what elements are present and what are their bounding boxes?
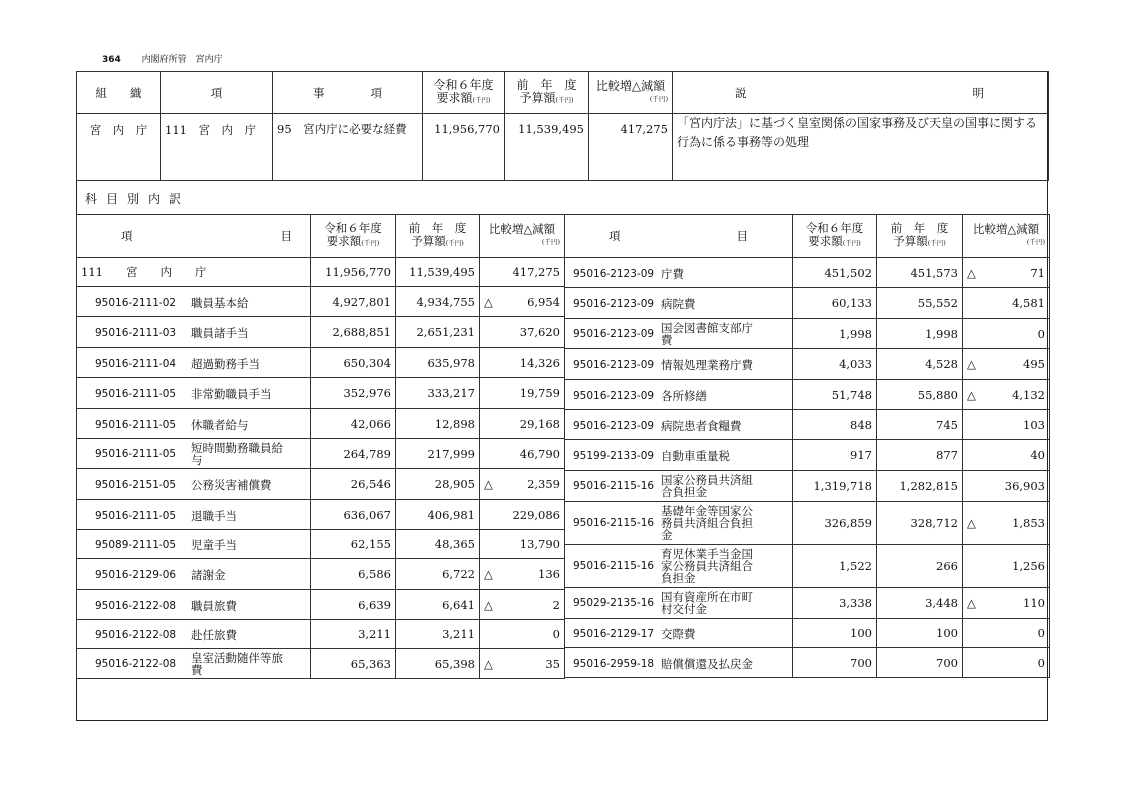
- item-code: 95016-2151-05: [95, 479, 177, 491]
- row-request: 11,956,770: [423, 114, 505, 181]
- item-code: 95016-2111-05: [95, 388, 177, 400]
- left-total-request: 11,956,770: [311, 258, 396, 287]
- item-name: 自動車重量税: [661, 449, 730, 463]
- item-name: 国有資産所在市町村交付金: [661, 590, 753, 616]
- item-name: 児童手当: [191, 538, 237, 552]
- row-item: [77, 530, 311, 559]
- item-code: 95089-2111-05: [95, 539, 177, 551]
- table-row: [565, 588, 1050, 619]
- item-diff: 37,620: [480, 317, 565, 348]
- item-diff: △ 35: [480, 649, 565, 679]
- item-code: 95016-2122-08: [95, 657, 177, 670]
- decrease-mark: △: [967, 357, 976, 371]
- row-item: [77, 559, 311, 590]
- item-prev: 877: [877, 440, 963, 471]
- item-req: 650,304: [311, 348, 396, 378]
- left-total-name: 111 宮 内 庁: [77, 258, 311, 287]
- table-row: [77, 620, 565, 649]
- item-diff: △ 2,359: [480, 469, 565, 500]
- row-item: [565, 502, 793, 545]
- table-row: [565, 502, 1050, 545]
- decrease-mark: △: [967, 387, 976, 402]
- breakdown-title: 科目別内訳: [85, 192, 191, 206]
- item-diff: 0: [480, 620, 565, 649]
- row-kou: 111 宮 内 庁: [161, 114, 273, 181]
- left-rows: [77, 287, 565, 679]
- item-prev: 6,722: [396, 559, 480, 590]
- item-name: 職員旅費: [191, 598, 237, 613]
- left-total-diff: 417,275: [480, 258, 565, 287]
- item-req: 4,927,801: [311, 287, 396, 317]
- left-header-request: 令和６年度 要求額(千円): [311, 215, 396, 258]
- header-soshiki: 組 織: [77, 72, 161, 114]
- item-req: 60,133: [793, 288, 877, 319]
- item-code: 95016-2122-08: [95, 629, 177, 641]
- item-req: 6,586: [311, 559, 396, 590]
- item-code: 95016-2115-16: [573, 517, 655, 529]
- budget-frame: [76, 71, 1048, 721]
- header-kou: 項: [161, 72, 273, 114]
- table-row: [77, 348, 565, 378]
- item-prev: 6,641: [396, 590, 480, 620]
- item-req: 326,859: [793, 502, 877, 545]
- header-request: 令和６年度 要求額(千円): [423, 72, 505, 114]
- table-row: [565, 619, 1050, 648]
- table-row: [565, 471, 1050, 502]
- table-row: [77, 469, 565, 500]
- item-code: 95016-2129-17: [573, 628, 655, 640]
- row-item: [77, 590, 311, 620]
- item-code: 95029-2135-16: [573, 597, 655, 609]
- item-code: 95016-2111-05: [95, 418, 177, 431]
- row-item: [565, 258, 793, 288]
- row-item: [565, 648, 793, 678]
- left-header-prev: 前 年 度 予算額(千円): [396, 215, 480, 258]
- item-diff: 0: [963, 648, 1050, 678]
- item-prev: 217,999: [396, 439, 480, 469]
- table-row: [565, 648, 1050, 678]
- item-diff: △ 136: [480, 559, 565, 590]
- item-diff: 40: [963, 440, 1050, 471]
- item-prev: 55,552: [877, 288, 963, 319]
- row-item: [77, 348, 311, 378]
- item-req: 100: [793, 619, 877, 648]
- item-name: 病院患者食糧費: [661, 418, 742, 433]
- item-req: 26,546: [311, 469, 396, 500]
- item-diff: △ 1,853: [963, 502, 1050, 545]
- item-name: 各所修繕: [661, 388, 707, 403]
- item-diff: 1,256: [963, 545, 1050, 588]
- header-prev: 前 年 度 予算額(千円): [505, 72, 589, 114]
- item-prev: 451,573: [877, 258, 963, 288]
- item-prev: 745: [877, 410, 963, 440]
- item-name: 皇室活動随伴等旅費: [191, 650, 283, 677]
- page-title: 内閣府所管 宮内庁: [141, 55, 223, 65]
- item-name: 国家公務員共済組合負担金: [661, 473, 753, 499]
- item-diff: 0: [963, 619, 1050, 648]
- left-total-prev: 11,539,495: [396, 258, 480, 287]
- row-item: [565, 380, 793, 410]
- item-prev: 1,282,815: [877, 471, 963, 502]
- decrease-mark: △: [484, 656, 493, 671]
- item-req: 917: [793, 440, 877, 471]
- item-name: 賠償償還及払戻金: [661, 656, 753, 671]
- decrease-mark: △: [484, 477, 493, 491]
- item-prev: 48,365: [396, 530, 480, 559]
- item-diff: △ 6,954: [480, 287, 565, 317]
- item-code: 95199-2133-09: [573, 450, 655, 462]
- table-row: [77, 500, 565, 530]
- item-diff: △ 71: [963, 258, 1050, 288]
- item-diff: 46,790: [480, 439, 565, 469]
- item-req: 352,976: [311, 378, 396, 409]
- item-diff: 36,903: [963, 471, 1050, 502]
- item-name: 職員諸手当: [191, 326, 249, 340]
- item-prev: 406,981: [396, 500, 480, 530]
- decrease-mark: △: [967, 516, 976, 530]
- item-req: 42,066: [311, 409, 396, 439]
- item-code: 95016-2129-06: [95, 569, 177, 581]
- item-code: 95016-2959-18: [573, 657, 655, 670]
- item-diff: 29,168: [480, 409, 565, 439]
- decrease-mark: △: [967, 265, 976, 280]
- row-item: [565, 440, 793, 471]
- item-code: 95016-2122-08: [95, 599, 177, 612]
- item-diff: △ 4,132: [963, 380, 1050, 410]
- item-code: 95016-2123-09: [573, 298, 655, 310]
- item-name: 公務災害補償費: [191, 478, 272, 492]
- item-code: 95016-2111-02: [95, 296, 177, 309]
- item-code: 95016-2123-09: [573, 327, 655, 340]
- item-prev: 2,651,231: [396, 317, 480, 348]
- item-name: 休職者給与: [191, 417, 249, 432]
- table-row: [565, 410, 1050, 440]
- item-name: 赴任旅費: [191, 628, 237, 642]
- row-item: [77, 620, 311, 649]
- item-diff: 19,759: [480, 378, 565, 409]
- item-prev: 635,978: [396, 348, 480, 378]
- row-item: [77, 469, 311, 500]
- decrease-mark: △: [967, 596, 976, 610]
- item-name: 短時間勤務職員給与: [191, 440, 283, 467]
- item-prev: 3,211: [396, 620, 480, 649]
- item-name: 交際費: [661, 627, 696, 641]
- item-req: 1,522: [793, 545, 877, 588]
- item-prev: 266: [877, 545, 963, 588]
- left-header-diff: 比較増△減額 (千円): [480, 215, 565, 258]
- right-header-kou-moku: 項 目: [565, 215, 793, 258]
- row-item: [565, 545, 793, 588]
- item-diff: 14,326: [480, 348, 565, 378]
- page-header: [102, 52, 223, 65]
- breakdown-right-table: [564, 214, 1050, 678]
- item-req: 4,033: [793, 349, 877, 380]
- summary-table: [76, 71, 1049, 181]
- row-item: [77, 378, 311, 409]
- item-req: 65,363: [311, 649, 396, 679]
- row-item: [77, 649, 311, 679]
- item-req: 848: [793, 410, 877, 440]
- item-req: 1,319,718: [793, 471, 877, 502]
- header-diff: 比較増△減額 (千円): [589, 72, 673, 114]
- row-item: [77, 439, 311, 469]
- row-item: [565, 319, 793, 349]
- item-diff: △ 2: [480, 590, 565, 620]
- item-prev: 12,898: [396, 409, 480, 439]
- table-row: [565, 258, 1050, 288]
- table-row: [77, 378, 565, 409]
- row-item: [565, 288, 793, 319]
- item-name: 非常勤職員手当: [191, 387, 272, 401]
- table-row: [565, 545, 1050, 588]
- item-prev: 333,217: [396, 378, 480, 409]
- left-header-kou-moku: 項 目: [77, 215, 311, 258]
- item-name: 職員基本給: [191, 295, 249, 310]
- item-req: 636,067: [311, 500, 396, 530]
- item-prev: 700: [877, 648, 963, 678]
- item-prev: 4,528: [877, 349, 963, 380]
- decrease-mark: △: [484, 597, 493, 612]
- item-req: 62,155: [311, 530, 396, 559]
- item-prev: 1,998: [877, 319, 963, 349]
- item-code: 95016-2123-09: [573, 419, 655, 432]
- decrease-mark: △: [484, 567, 493, 581]
- item-diff: 13,790: [480, 530, 565, 559]
- right-header-request: 令和６年度 要求額(千円): [793, 215, 877, 258]
- item-prev: 100: [877, 619, 963, 648]
- table-row: [565, 380, 1050, 410]
- row-soshiki: 宮 内 庁: [77, 114, 161, 181]
- item-req: 6,639: [311, 590, 396, 620]
- row-item: [565, 410, 793, 440]
- item-req: 1,998: [793, 319, 877, 349]
- table-row: [565, 288, 1050, 319]
- row-item: [77, 317, 311, 348]
- item-req: 264,789: [311, 439, 396, 469]
- table-row: [565, 440, 1050, 471]
- row-diff: 417,275: [589, 114, 673, 181]
- table-row: [77, 409, 565, 439]
- item-name: 庁費: [661, 266, 684, 281]
- item-code: 95016-2111-04: [95, 357, 177, 370]
- item-prev: 3,448: [877, 588, 963, 619]
- page-number: 364: [102, 55, 121, 65]
- table-row: [77, 649, 565, 679]
- item-name: 国会図書館支部庁費: [661, 320, 753, 347]
- item-req: 451,502: [793, 258, 877, 288]
- item-name: 諸謝金: [191, 568, 226, 582]
- right-header-prev: 前 年 度 予算額(千円): [877, 215, 963, 258]
- item-code: 95016-2115-16: [573, 560, 655, 572]
- item-name: 育児休業手当金国家公務員共済組合負担金: [661, 547, 753, 585]
- item-diff: 0: [963, 319, 1050, 349]
- item-diff: 229,086: [480, 500, 565, 530]
- row-item: [77, 287, 311, 317]
- item-code: 95016-2111-05: [95, 447, 177, 460]
- item-diff: △ 495: [963, 349, 1050, 380]
- table-row: [77, 590, 565, 620]
- item-diff: △ 110: [963, 588, 1050, 619]
- row-item: [565, 588, 793, 619]
- row-ji: 95 宮内庁に必要な経費: [273, 114, 423, 181]
- item-diff: 103: [963, 410, 1050, 440]
- decrease-mark: △: [484, 294, 493, 309]
- table-row: [77, 287, 565, 317]
- breakdown-left-table: [76, 214, 565, 679]
- item-prev: 65,398: [396, 649, 480, 679]
- item-name: 基礎年金等国家公務員共済組合負担金: [661, 504, 753, 542]
- header-desc: 説 明: [673, 72, 1049, 114]
- row-description: 「宮内庁法」に基づく皇室関係の国家事務及び天皇の国事に関する行為に係る事務等の処理: [673, 114, 1049, 181]
- item-req: 700: [793, 648, 877, 678]
- item-prev: 55,880: [877, 380, 963, 410]
- right-rows: [565, 258, 1050, 678]
- item-req: 51,748: [793, 380, 877, 410]
- table-row: [77, 317, 565, 348]
- item-req: 2,688,851: [311, 317, 396, 348]
- item-req: 3,338: [793, 588, 877, 619]
- table-row: [565, 349, 1050, 380]
- item-code: 95016-2123-09: [573, 389, 655, 402]
- row-item: [77, 409, 311, 439]
- table-row: [565, 319, 1050, 349]
- item-code: 95016-2123-09: [573, 267, 655, 280]
- right-header-diff: 比較増△減額 (千円): [963, 215, 1050, 258]
- item-name: 病院費: [661, 297, 696, 311]
- item-diff: 4,581: [963, 288, 1050, 319]
- item-prev: 4,934,755: [396, 287, 480, 317]
- header-ji: 事 項: [273, 72, 423, 114]
- item-code: 95016-2111-05: [95, 509, 177, 522]
- row-item: [565, 471, 793, 502]
- item-name: 情報処理業務庁費: [661, 358, 753, 372]
- item-req: 3,211: [311, 620, 396, 649]
- item-code: 95016-2115-16: [573, 480, 655, 492]
- row-item: [565, 349, 793, 380]
- item-prev: 328,712: [877, 502, 963, 545]
- item-code: 95016-2111-03: [95, 327, 177, 339]
- row-item: [77, 500, 311, 530]
- row-prev: 11,539,495: [505, 114, 589, 181]
- table-row: [77, 530, 565, 559]
- item-code: 95016-2123-09: [573, 359, 655, 371]
- item-name: 退職手当: [191, 508, 237, 523]
- row-item: [565, 619, 793, 648]
- table-row: [77, 439, 565, 469]
- table-row: [77, 559, 565, 590]
- item-prev: 28,905: [396, 469, 480, 500]
- item-name: 超過勤務手当: [191, 356, 260, 371]
